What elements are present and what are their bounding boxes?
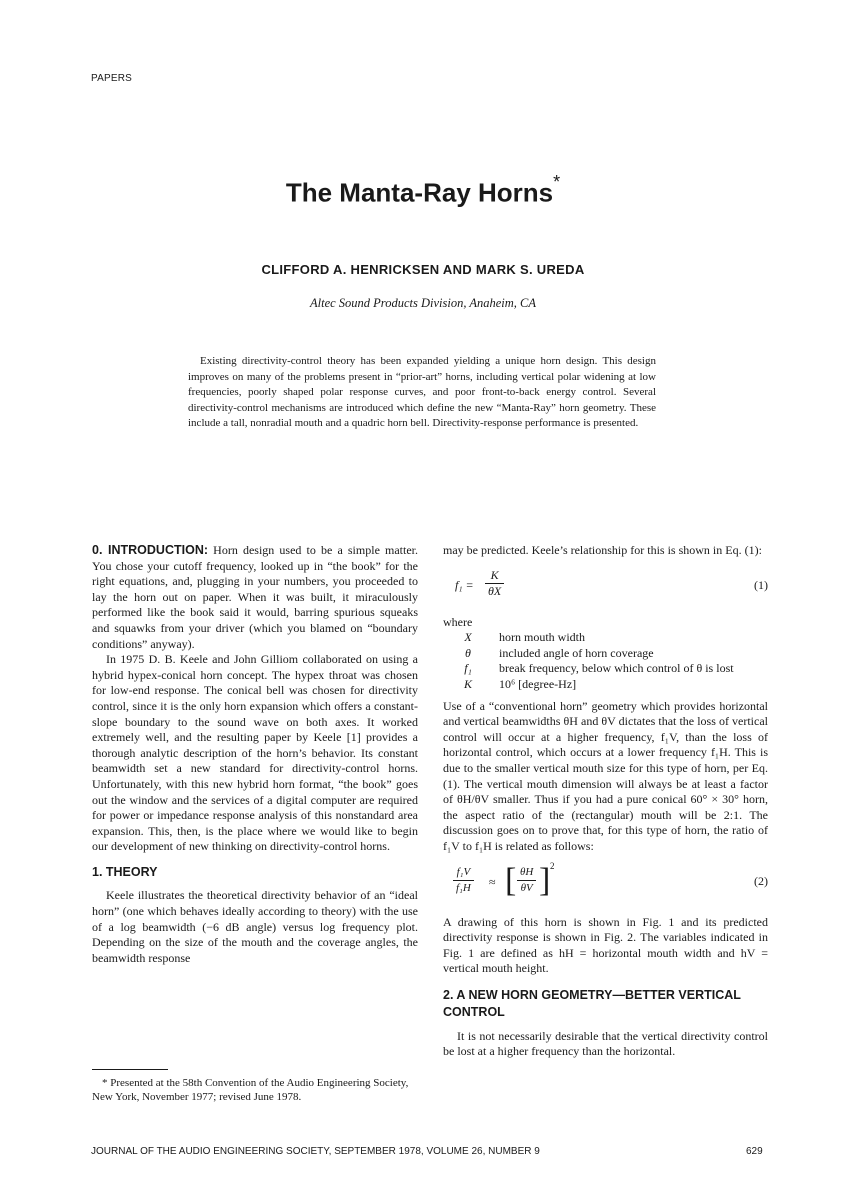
where-label: where [443, 614, 473, 629]
eq1-number: (1) [754, 577, 768, 592]
where-definition: 10⁶ [degree-Hz] [499, 676, 577, 691]
conventional-horn-paragraph: Use of a “conventional horn” geometry which provides horizontal and vertical beamwidths θH and θV dictates that the loss of vertical control will occur at a higher frequency, f₁V, than the loss of horizontal control, which occurs at a lower frequency f₁H. This is due to the smaller vertical mouth size for this type of horn, per Eq. (1). The vertical mouth dimension will always be at least a factor of θH/θV smaller. Thus if you had a pure conical 60° × 30° horn, the aspect ratio of the (rectangular) mouth will be 2:1. The discussion goes on to prove that, for this type of horn, the ratio of f₁V to f₁H is related as follows: [443, 698, 768, 853]
eq1-numerator: K [485, 568, 504, 585]
eq2-rhs-fraction [517, 865, 536, 897]
section-2-heading: 2. A NEW HORN GEOMETRY—BETTER VERTICAL CONTROL [443, 987, 741, 1019]
section-2-paragraph: It is not necessarily desirable that the vertical directivity control be lost at a higher frequency than the horizontal. [443, 1028, 768, 1059]
abstract: Existing directivity-control theory has been expanded yielding a unique horn design. This design improves on many of the problems present in “prior-art” horns, including vertical polar widening at low frequencies, poorly shaped polar response curves, and poor front-to-back energy control. Several directivity-control mechanisms are introduced which define the new “Manta-Ray” horn geometry. These include a tall, nonradial mouth and a quadric horn bell. Directivity-response performance is presented. [188, 355, 656, 430]
eq2-right-bracket: ] [539, 861, 551, 899]
eq2-lhs-fraction [453, 865, 474, 897]
intro-paragraph-1 [92, 543, 418, 652]
theory-paragraph-1: Keele illustrates the theoretical directivity behavior of an “ideal horn” (one which behaves ideally according to theory) with the use of a log beamwidth (−6 dB angle) versus log frequency plot. Depending on the size of the mouth and the coverage angles, the beamwidth response [92, 888, 418, 965]
footnote: * Presented at the 58th Convention of the Audio Engineering Society, New York, November 1977; revised June 1978. [92, 1077, 409, 1103]
equation-2 [443, 861, 768, 907]
where-definition: horn mouth width [499, 630, 585, 645]
journal-footer: JOURNAL OF THE AUDIO ENGINEERING SOCIETY, SEPTEMBER 1978, VOLUME 26, NUMBER 9 [91, 1146, 540, 1157]
footnote-rule [92, 1069, 168, 1070]
eq2-exponent: 2 [550, 860, 555, 871]
right-column [443, 543, 768, 1060]
where-symbol: X [464, 630, 472, 645]
eq2-left-bracket: [ [505, 861, 517, 899]
where-item [443, 677, 734, 693]
theory-heading: 1. THEORY [92, 864, 158, 879]
where-definition: included angle of horn coverage [499, 645, 654, 660]
intro-p1-text: Horn design used to be a simple matter. You chose your cutoff frequency, looked up in “the book” for the right equations, and, plugging in your numbers, you proceeded to lay the horn out on paper. When it was built, it miraculously performed like the book said it would, barring spurious squeaks and squawks from your driver (which you blamed on “boundary conditions” anyway). [92, 543, 419, 651]
eq1-denominator: θX [488, 584, 502, 599]
where-list [443, 630, 734, 692]
intro-heading: 0. INTRODUCTION: [92, 543, 209, 557]
title-text: The Manta-Ray Horns [285, 177, 554, 208]
section-label: PAPERS [91, 73, 133, 84]
eq2-number: (2) [754, 873, 768, 888]
title-footnote-mark: * [553, 172, 561, 192]
authors: CLIFFORD A. HENRICKSEN AND MARK S. UREDA [261, 262, 585, 277]
where-symbol: K [463, 676, 472, 691]
paper-title [0, 172, 846, 209]
page-number: 629 [746, 1146, 763, 1157]
where-item [443, 661, 734, 677]
eq2-approx: ≈ [489, 874, 496, 889]
eq2-rhs-denominator: θV [520, 882, 533, 895]
eq2-lhs-numerator: f₁V [453, 865, 474, 882]
intro-paragraph-2: In 1975 D. B. Keele and John Gilliom collaborated on using a hybrid hypex-conical horn concept. The hypex throat was chosen for low-end response. The conical bell was chosen for directivity control, since it is the only horn expansion which offers a constant-slope boundary to the sound wave on both axes. It worked extremely well, and the resulting paper by Keele [1] provides a thorough analytic description of the horn’s behavior. Its constant beamwidth set a new standard for directivity-control horns. Unfortunately, with this new hybrid horn format, “the book” goes out the window and the services of a digital computer are required for power or impedance response analysis of this nonstandard area expansion. This, then, is the place where we would like to begin our development of new thinking on directivity-control horns. [92, 652, 418, 854]
affiliation: Altec Sound Products Division, Anaheim, CA [309, 296, 536, 310]
continued-paragraph: may be predicted. Keele’s relationship for this is shown in Eq. (1): [443, 543, 762, 557]
where-definition: break frequency, below which control of θ is lost [499, 661, 734, 676]
eq1-lhs: f₁ = [455, 577, 474, 592]
eq2-rhs-numerator: θH [517, 865, 536, 882]
where-item [443, 646, 734, 662]
left-column [92, 543, 418, 966]
eq1-fraction [485, 568, 504, 600]
eq2-lhs-denominator: f₁H [456, 882, 471, 895]
drawing-paragraph: A drawing of this horn is shown in Fig. 1 and its predicted directivity response is shown in Fig. 2. The variables indicated in Fig. 1 are defined as hH = horizontal mouth width and hV = vertical mouth height. [443, 914, 768, 976]
where-symbol: θ [465, 645, 471, 660]
equation-1 [443, 565, 768, 607]
where-item [443, 630, 734, 646]
where-symbol: f₁ [464, 661, 472, 676]
